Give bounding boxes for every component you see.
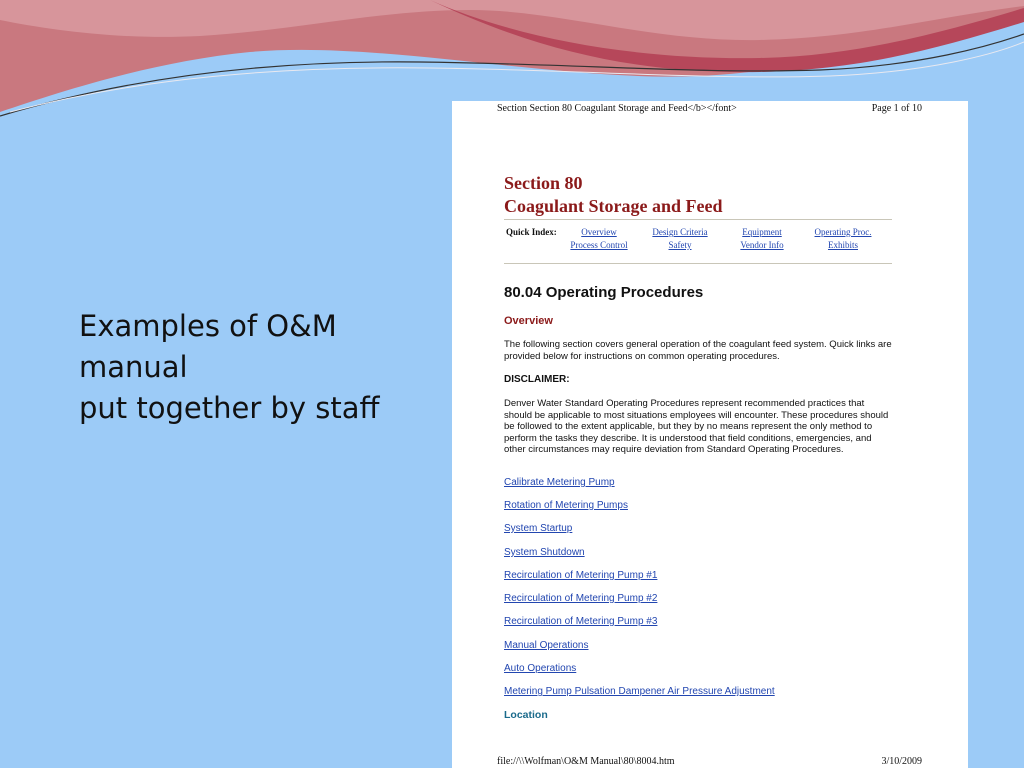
caption-line-1: Examples of O&M	[79, 309, 337, 343]
link-auto-operations[interactable]: Auto Operations	[504, 663, 577, 674]
disclaimer-heading: DISCLAIMER:	[504, 374, 570, 385]
location-heading: Location	[504, 709, 548, 721]
disclaimer-text: Denver Water Standard Operating Procedures represent recommended practices that should be applicable to most situations employees will encounter. These procedures should be followed to the extent applicable, but they by no means represent the only method to perform the tasks they describe. It is understood that field conditions, emergencies, and other circumstances may require deviation from Standard Operating Procedures.	[504, 398, 889, 455]
section-title-line-1: Section 80	[504, 173, 583, 193]
operating-procedures-heading: 80.04 Operating Procedures	[504, 284, 704, 301]
divider-top	[504, 219, 892, 220]
link-recirculation-pump-1[interactable]: Recirculation of Metering Pump #1	[504, 570, 658, 581]
caption-line-3: put together by staff	[79, 391, 380, 425]
quick-index-exhibits[interactable]: Exhibits	[827, 240, 858, 250]
quick-index-process-control[interactable]: Process Control	[570, 240, 628, 250]
page-footer-date: 3/10/2009	[881, 756, 922, 767]
slide-caption	[79, 306, 439, 429]
quick-index-design-criteria[interactable]: Design Criteria	[652, 227, 708, 237]
page-footer-path: file://\\Wolfman\O&M Manual\80\8004.htm	[497, 756, 675, 767]
link-system-startup[interactable]: System Startup	[504, 523, 573, 534]
section-title-line-2: Coagulant Storage and Feed	[504, 196, 723, 216]
link-rotation-of-metering-pumps[interactable]: Rotation of Metering Pumps	[504, 500, 628, 511]
overview-heading: Overview	[504, 315, 553, 327]
caption-line-2: manual	[79, 350, 188, 384]
link-calibrate-metering-pump[interactable]: Calibrate Metering Pump	[504, 477, 615, 488]
quick-index-equipment[interactable]: Equipment	[742, 227, 782, 237]
page-header-number: Page 1 of 10	[871, 103, 922, 114]
quick-index-overview[interactable]: Overview	[581, 227, 617, 237]
page-header-title: Section Section 80 Coagulant Storage and Feed</b></font>	[497, 103, 737, 114]
overview-text: The following section covers general operation of the coagulant feed system. Quick links are provided below for instructions on common operating procedures.	[504, 339, 892, 362]
quick-index-operating-proc[interactable]: Operating Proc.	[814, 227, 872, 237]
quick-index-vendor-info[interactable]: Vendor Info	[740, 240, 784, 250]
link-manual-operations[interactable]: Manual Operations	[504, 640, 589, 651]
link-recirculation-pump-2[interactable]: Recirculation of Metering Pump #2	[504, 593, 658, 604]
quick-index-label: Quick Index:	[506, 227, 557, 237]
manual-page	[452, 101, 968, 768]
quick-index-safety[interactable]: Safety	[668, 240, 692, 250]
section-title	[504, 172, 904, 218]
link-pulsation-dampener-adjustment[interactable]: Metering Pump Pulsation Dampener Air Pressure Adjustment	[504, 686, 775, 697]
link-recirculation-pump-3[interactable]: Recirculation of Metering Pump #3	[504, 616, 658, 627]
divider-bottom	[504, 263, 892, 264]
link-system-shutdown[interactable]: System Shutdown	[504, 547, 585, 558]
